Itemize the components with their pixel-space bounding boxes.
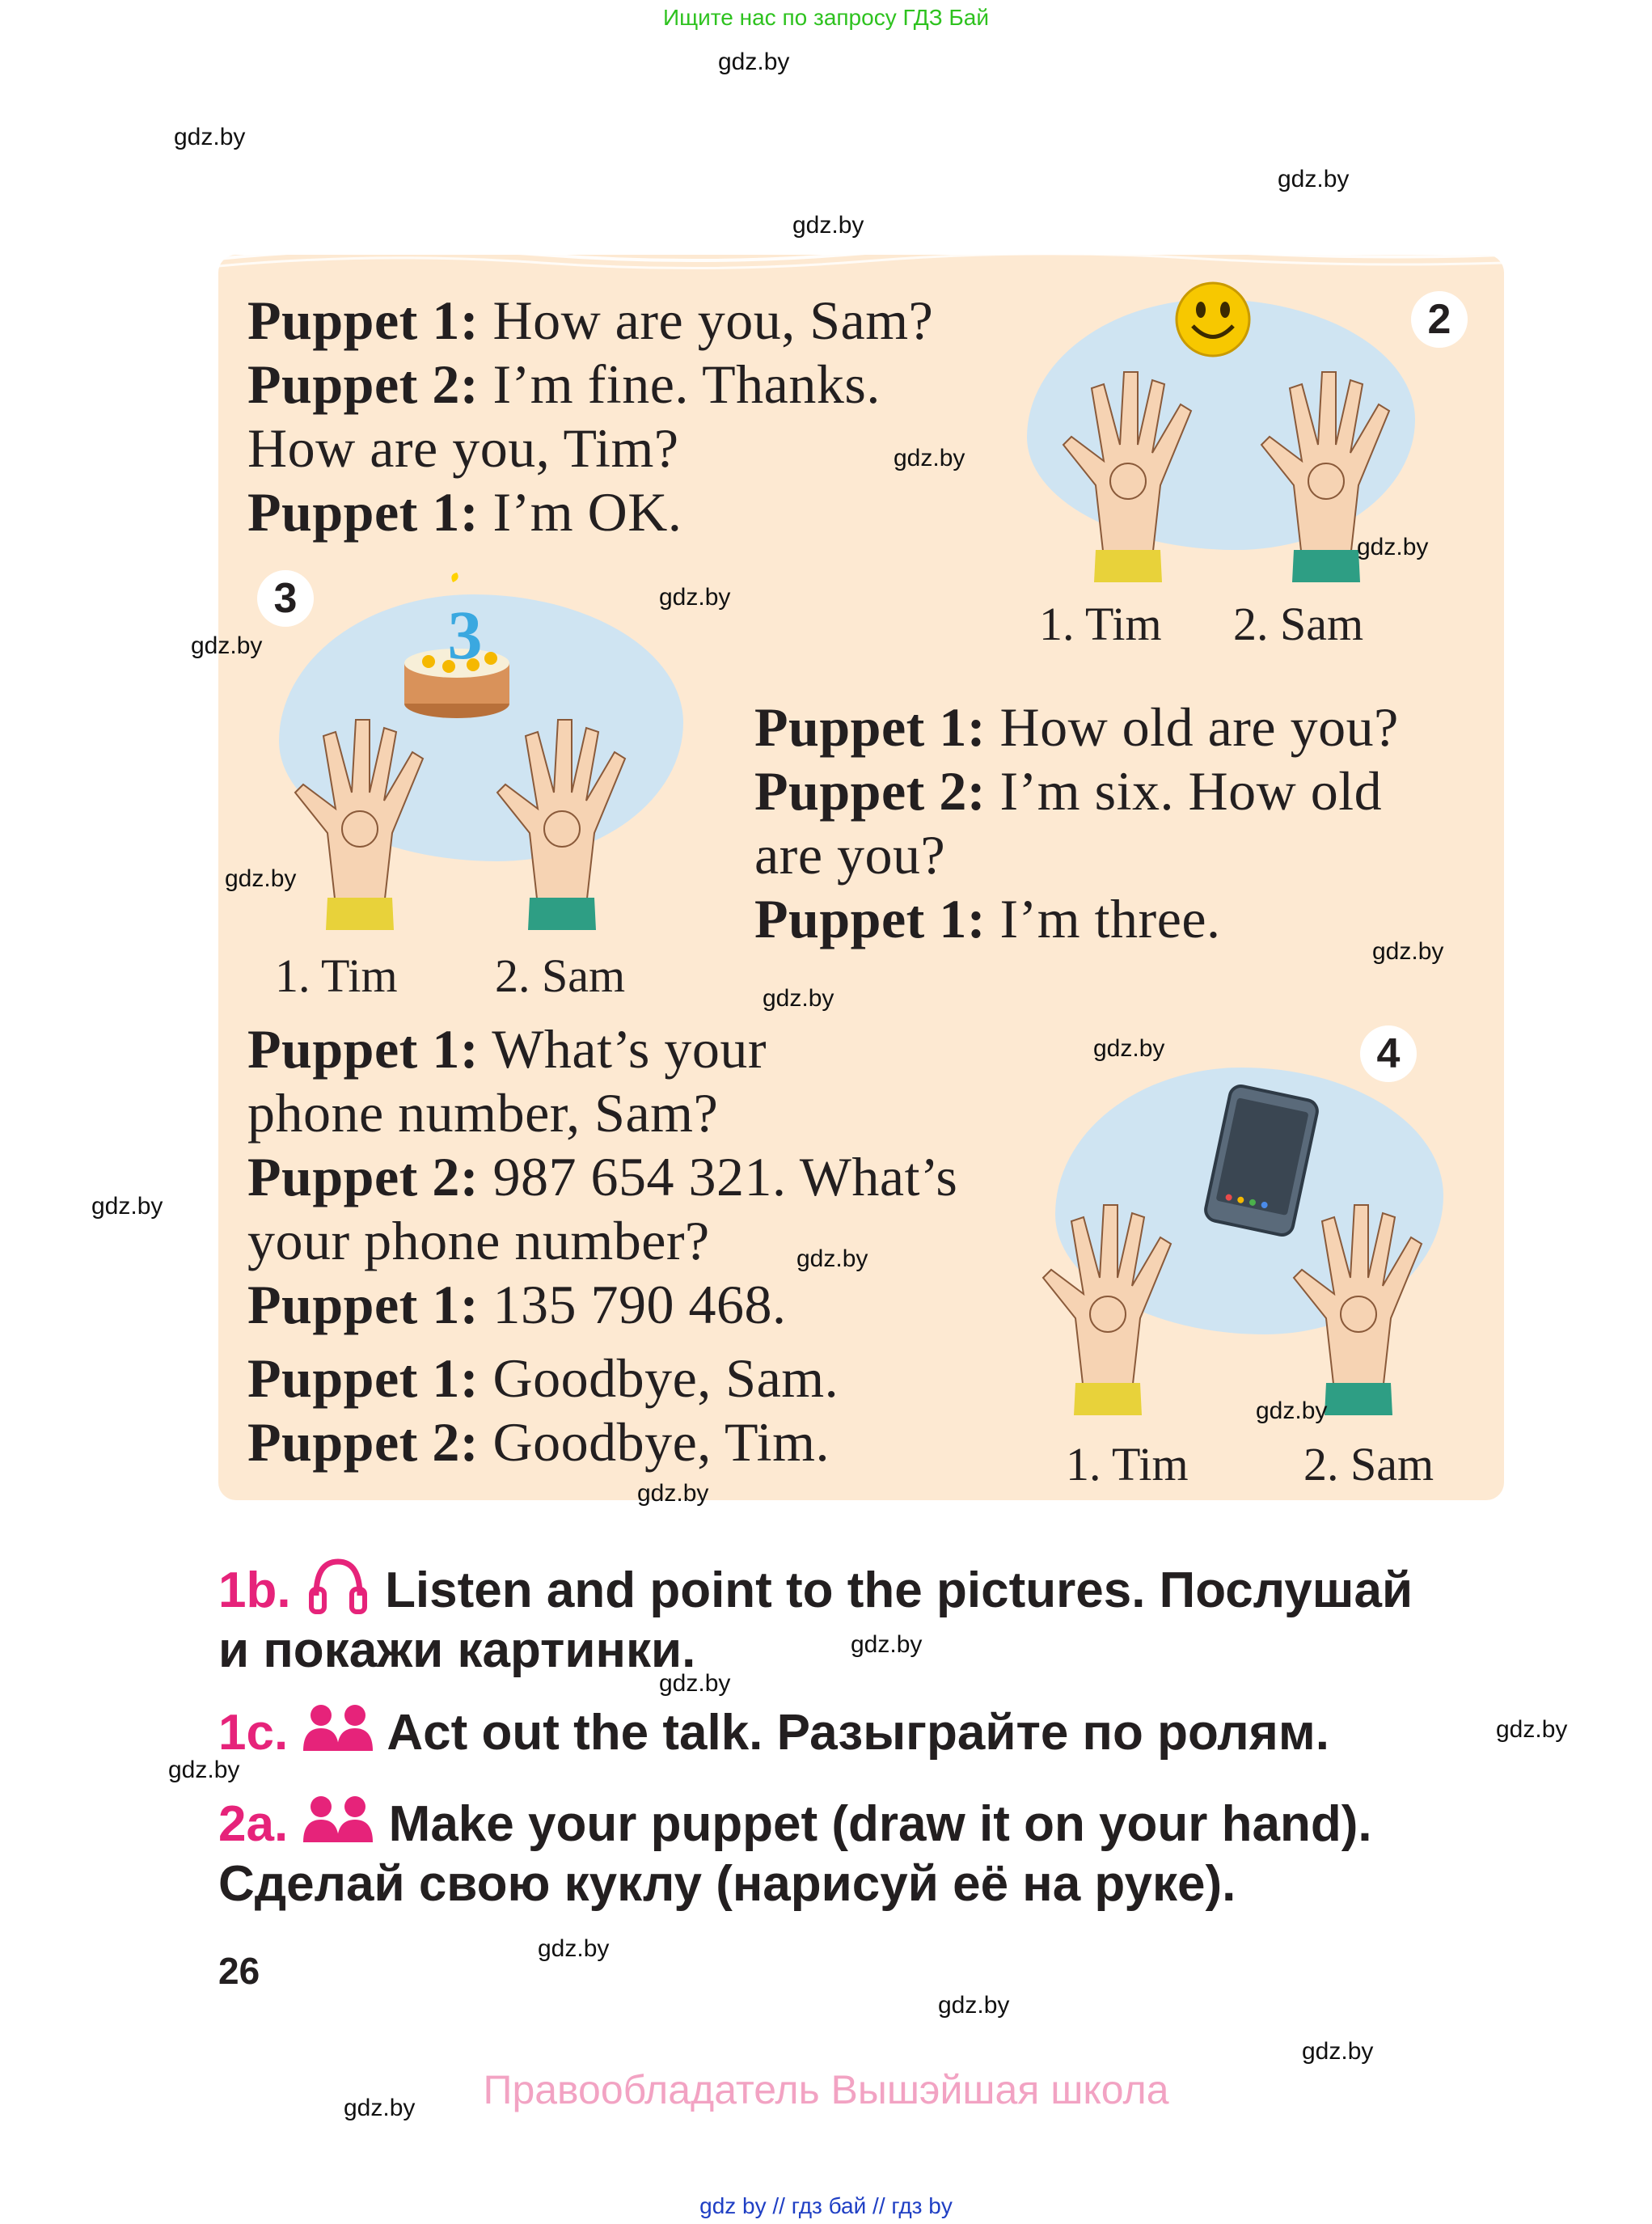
watermark: gdz.by xyxy=(796,1245,868,1272)
page-number: 26 xyxy=(218,1950,260,1992)
caption-tim: 1. Tim xyxy=(1066,1438,1189,1490)
picture-badge-3: 3 xyxy=(257,570,314,627)
pair-work-icon xyxy=(302,1702,374,1753)
watermark: gdz.by xyxy=(1372,938,1444,965)
dialogue-line: are you? xyxy=(754,824,946,886)
smiley-icon xyxy=(1172,279,1253,360)
watermark: gdz.by xyxy=(1278,166,1350,192)
watermark: gdz.by xyxy=(1093,1035,1165,1062)
caption-sam: 2. Sam xyxy=(495,949,626,1002)
footer-links[interactable]: gdz by // гдз бай // гдз by xyxy=(699,2193,953,2218)
dialogue-line: Puppet 2: I’m six. How old xyxy=(754,760,1383,822)
watermark: gdz.by xyxy=(1302,2038,1374,2065)
hand-puppet-tim xyxy=(279,704,449,930)
copyright-notice: Правообладатель Вышэйшая школа xyxy=(483,2067,1169,2112)
dialogue-line: Puppet 1: Goodbye, Sam. xyxy=(247,1347,839,1409)
watermark: gdz.by xyxy=(659,584,731,611)
watermark: gdz.by xyxy=(91,1193,163,1220)
watermark: gdz.by xyxy=(637,1480,709,1507)
caption-tim: 1. Tim xyxy=(1039,598,1162,650)
caption-tim: 1. Tim xyxy=(275,949,398,1002)
dialogue-line: Puppet 1: I’m three. xyxy=(754,888,1221,949)
dialogue-line: Puppet 1: How are you, Sam? xyxy=(247,290,934,351)
hand-puppet-tim xyxy=(1027,1189,1197,1415)
dialogue-3 xyxy=(754,696,1498,951)
watermark: gdz.by xyxy=(659,1670,731,1697)
panel-wavy-edge xyxy=(218,239,1504,271)
dialogue-line: Puppet 2: I’m fine. Thanks. xyxy=(247,353,881,415)
task-label: 1c. xyxy=(218,1705,289,1761)
dialogue-line: phone number, Sam? xyxy=(247,1082,719,1144)
cake-number: 3 xyxy=(447,596,483,674)
hand-puppet-sam xyxy=(481,704,651,930)
watermark: gdz.by xyxy=(225,865,297,892)
dialogue-line: Puppet 1: How old are you? xyxy=(754,696,1399,758)
dialogue-line: Puppet 2: 987 654 321. What’s xyxy=(247,1146,958,1207)
hand-puppet-tim xyxy=(1047,356,1217,582)
top-banner: Ищите нас по запросу ГДЗ Бай xyxy=(662,5,990,30)
task-2a: 2a. Make your puppet (draw it on your hand). Сделай свою куклу (нарисуй её на руке). xyxy=(218,1794,1593,1914)
dialogue-line: Puppet 1: I’m OK. xyxy=(247,481,682,543)
watermark: gdz.by xyxy=(1496,1716,1568,1743)
dialogue-4 xyxy=(247,1017,1040,1474)
watermark: gdz.by xyxy=(191,632,263,659)
task-label: 1b. xyxy=(218,1562,291,1618)
dialogue-line: Puppet 1: What’s your xyxy=(247,1018,767,1080)
pair-work-icon xyxy=(302,1794,374,1844)
dialogue-line: Puppet 1: 135 790 468. xyxy=(247,1274,787,1335)
caption-sam: 2. Sam xyxy=(1233,598,1364,650)
headphones-icon xyxy=(305,1557,371,1613)
picture-badge-2: 2 xyxy=(1411,291,1468,348)
task-1b: 1b. Listen and point to the pictures. Послушай и покажи картинки. xyxy=(218,1557,1593,1681)
dialogue-2 xyxy=(247,289,1024,544)
caption-sam: 2. Sam xyxy=(1303,1438,1434,1490)
watermark: gdz.by xyxy=(938,1992,1010,2019)
watermark: gdz.by xyxy=(174,124,246,150)
watermark: gdz.by xyxy=(851,1631,923,1658)
dialogue-line: your phone number? xyxy=(247,1210,710,1271)
watermark: gdz.by xyxy=(763,985,834,1012)
watermark: gdz.by xyxy=(1256,1397,1328,1424)
watermark: gdz.by xyxy=(1357,534,1429,560)
task-label: 2a. xyxy=(218,1796,289,1852)
dialogue-line: Puppet 2: Goodbye, Tim. xyxy=(247,1411,830,1473)
watermark: gdz.by xyxy=(538,1935,610,1962)
watermark: gdz.by xyxy=(344,2095,416,2121)
picture-badge-4: 4 xyxy=(1360,1025,1417,1082)
hand-puppet-sam xyxy=(1278,1189,1447,1415)
watermark: gdz.by xyxy=(718,49,790,75)
watermark: gdz.by xyxy=(168,1757,240,1783)
task-1c: 1c. Act out the talk. Разыграйте по ролям. xyxy=(218,1702,1593,1763)
watermark: gdz.by xyxy=(792,212,864,239)
dialogue-line: How are you, Tim? xyxy=(247,417,679,479)
watermark: gdz.by xyxy=(894,445,965,471)
